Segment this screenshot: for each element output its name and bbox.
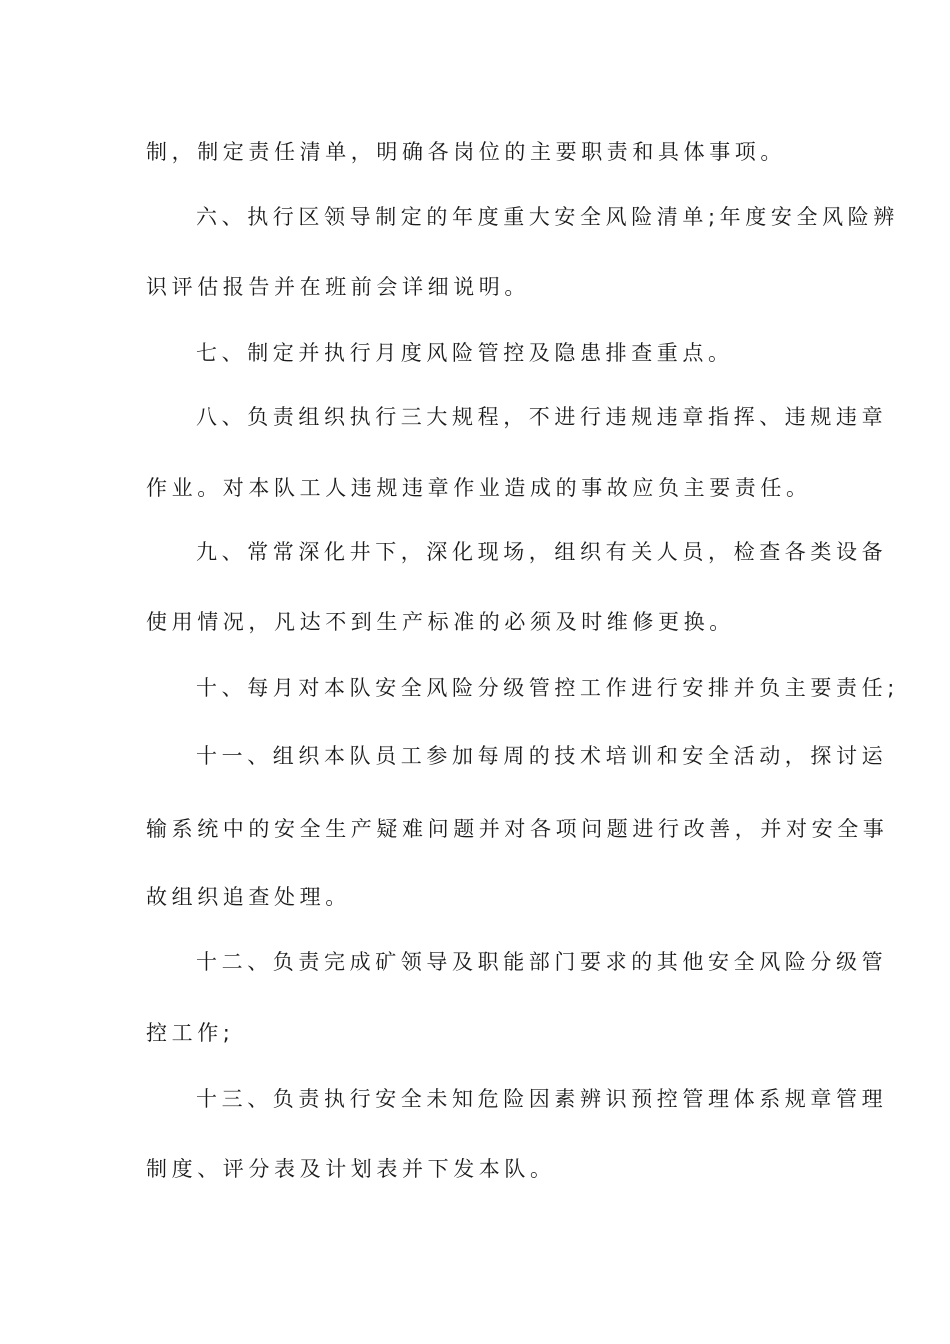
text-line: 制度、评分表及计划表并下发本队。	[146, 1157, 556, 1181]
text-line: 识评估报告并在班前会详细说明。	[146, 275, 530, 299]
text-line: 十、每月对本队安全风险分级管控工作进行安排并负主要责任;	[196, 676, 899, 700]
text-line: 制，制定责任清单，明确各岗位的主要职责和具体事项。	[146, 140, 786, 164]
text-line: 九、常常深化井下，深化现场，组织有关人员，检查各类设备	[196, 540, 888, 564]
text-line: 故组织追查处理。	[146, 885, 351, 909]
text-line: 使用情况，凡达不到生产标准的必须及时维修更换。	[146, 610, 735, 634]
text-line: 七、制定并执行月度风险管控及隐患排查重点。	[196, 341, 734, 365]
text-line: 作业。对本队工人违规违章作业造成的事故应负主要责任。	[146, 476, 812, 500]
text-line: 输系统中的安全生产疑难问题并对各项问题进行改善，并对安全事	[146, 817, 889, 841]
text-line: 六、执行区领导制定的年度重大安全风险清单;年度安全风险辨	[196, 205, 899, 229]
text-line: 十二、负责完成矿领导及职能部门要求的其他安全风险分级管	[196, 950, 888, 974]
text-line: 十三、负责执行安全未知危险因素辨识预控管理体系规章管理	[196, 1087, 888, 1111]
text-line: 控工作;	[146, 1021, 235, 1045]
text-line: 八、负责组织执行三大规程，不进行违规违章指挥、违规违章	[196, 405, 888, 429]
text-line: 十一、组织本队员工参加每周的技术培训和安全活动，探讨运	[196, 744, 888, 768]
